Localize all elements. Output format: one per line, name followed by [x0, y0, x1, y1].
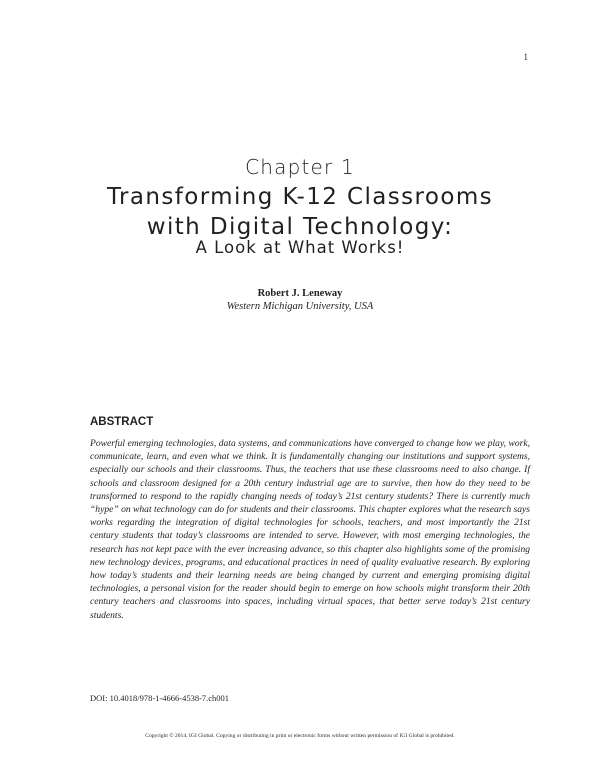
- author-name: Robert J. Leneway: [257, 288, 343, 299]
- abstract-body: Powerful emerging technologies, data systems, and communications have converged to change how we play, work, communicate, learn, and even what we think. It is fundamentally changing our institutions and support systems, especially our schools and their classrooms. Thus, the teachers that use these classrooms need to also change. If schools and classroom designed for a 20th century industrial age are to survive, then how do they need to be transformed to respond to the rapidly changing needs of today’s 21st century students? There is currently much “hype” on what technology can do for students and their classrooms. This chapter explores what the research says works regarding the integration of digital technologies for schools, teachers, and most importantly the 21st century students that today’s classrooms are intended to serve. However, with most emerging technologies, the research has not kept pace with the ever increasing advance, so this chapter also highlights some of the promising new technology devices, programs, and educational practices in need of quality evaluative research. By exploring how today’s students and their learning needs are being changed by current and emerging promising digital technologies, a personal vision for the reader should begin to emerge on how schools might transform their 20th century teachers and classrooms into spaces, including virtual spaces, that better serve today’s 21st century students.: [90, 438, 530, 621]
- chapter-title-line-1: Transforming K-12 Classrooms: [106, 184, 494, 210]
- chapter-label: Chapter 1: [245, 155, 355, 179]
- doi-reference: DOI: 10.4018/978-1-4666-4538-7.ch001: [90, 693, 230, 703]
- author-affiliation: Western Michigan University, USA: [226, 301, 374, 312]
- chapter-subtitle: A Look at What Works!: [195, 238, 405, 257]
- chapter-title: [0, 182, 600, 242]
- chapter-title-line-2: with Digital Technology:: [146, 214, 454, 240]
- abstract-heading: ABSTRACT: [90, 416, 154, 428]
- page-number: 1: [523, 52, 528, 62]
- copyright-notice: Copyright © 2014, IGI Global. Copying or distributing in print or electronic forms without written permission of IGI Global is prohibited.: [145, 733, 455, 739]
